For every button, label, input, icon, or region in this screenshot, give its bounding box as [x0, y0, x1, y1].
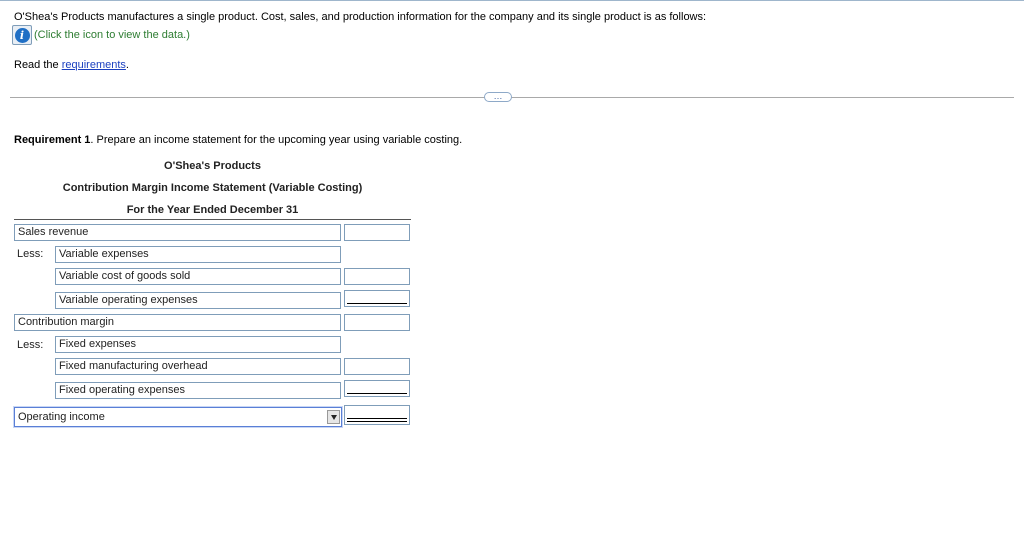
info-row: [12, 24, 190, 46]
statement-company: O'Shea's Products: [164, 160, 261, 172]
fixed-opex-amount-input[interactable]: [344, 380, 410, 397]
read-requirements: [14, 59, 129, 71]
statement-title: Contribution Margin Income Statement (Variable Costing): [62, 182, 363, 194]
dropdown-arrow-icon[interactable]: [327, 410, 340, 424]
intro-text: O'Shea's Products manufactures a single product. Cost, sales, and production information for the company and its single product is as follows:: [14, 11, 707, 23]
less-label-2: Less:: [17, 339, 44, 351]
statement-period: For the Year Ended December 31: [126, 204, 299, 216]
expand-ellipsis-button[interactable]: …: [484, 92, 512, 102]
variable-opex-label-input[interactable]: Variable operating expenses: [55, 292, 341, 309]
sales-revenue-label-input[interactable]: Sales revenue: [14, 224, 341, 241]
fixed-opex-label-input[interactable]: Fixed operating expenses: [55, 382, 341, 399]
fixed-expenses-label-input[interactable]: Fixed expenses: [55, 336, 341, 353]
variable-cogs-amount-input[interactable]: [344, 268, 410, 285]
section-divider: [10, 97, 1014, 98]
requirement-line: [14, 134, 462, 146]
read-suffix: .: [125, 59, 129, 71]
less-label-1: Less:: [17, 248, 44, 260]
requirement-text: . Prepare an income statement for the upcoming year using variable costing.: [90, 134, 463, 146]
variable-opex-amount-input[interactable]: [344, 290, 410, 307]
sales-revenue-amount-input[interactable]: [344, 224, 410, 241]
info-icon: i: [15, 28, 30, 43]
fixed-moh-amount-input[interactable]: [344, 358, 410, 375]
info-link-text[interactable]: (Click the icon to view the data.): [34, 29, 190, 41]
top-border: [0, 0, 1024, 1]
requirement-label: Requirement 1: [14, 134, 91, 146]
contribution-margin-label-input[interactable]: Contribution margin: [14, 314, 341, 331]
fixed-moh-label-input[interactable]: Fixed manufacturing overhead: [55, 358, 341, 375]
requirements-link[interactable]: requirements: [61, 59, 126, 71]
header-rule: [14, 219, 411, 220]
contribution-margin-amount-input[interactable]: [344, 314, 410, 331]
info-button[interactable]: [12, 25, 32, 45]
variable-expenses-label-input[interactable]: Variable expenses: [55, 246, 341, 263]
operating-income-selected-value: Operating income: [18, 411, 105, 423]
read-prefix: Read the: [14, 59, 62, 71]
variable-cogs-label-input[interactable]: Variable cost of goods sold: [55, 268, 341, 285]
operating-income-select[interactable]: [14, 407, 342, 427]
operating-income-amount-input[interactable]: [344, 405, 410, 425]
